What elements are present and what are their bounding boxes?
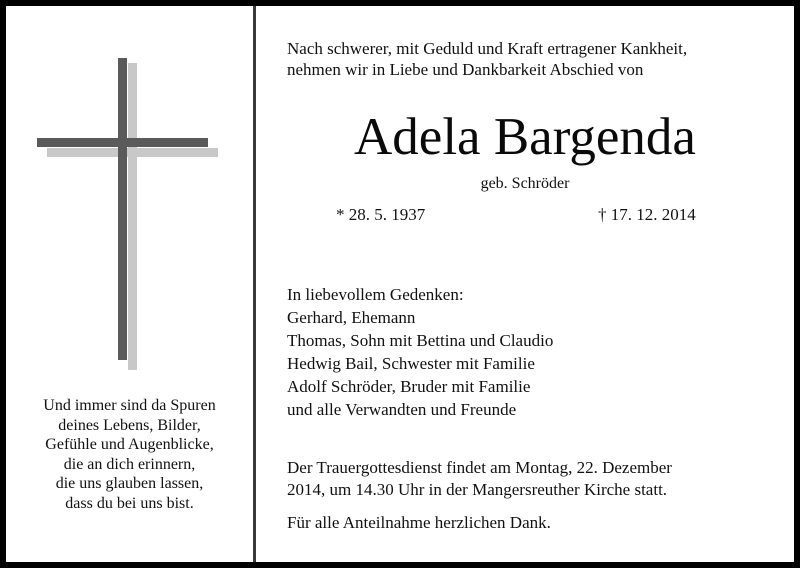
mourner-line: Hedwig Bail, Schwester mit Familie: [287, 354, 535, 373]
cross-shadow-horizontal: [47, 148, 218, 157]
maiden-name: geb. Schröder: [480, 175, 570, 192]
death-date: † 17. 12. 2014: [598, 205, 696, 224]
mourner-line: Gerhard, Ehemann: [287, 308, 416, 327]
cross-vertical-bar: [118, 58, 127, 360]
poem-line: die an dich erinnern,: [63, 455, 196, 473]
mourner-line: und alle Verwandten und Freunde: [287, 400, 517, 419]
funeral-service-info: [287, 457, 672, 500]
poem-line: Gefühle und Augenblicke,: [45, 436, 214, 453]
mourner-line: Thomas, Sohn mit Bettina und Claudio: [287, 331, 554, 350]
birth-date: * 28. 5. 1937: [336, 205, 426, 224]
memorial-poem: [6, 396, 253, 513]
poem-line: die uns glauben lassen,: [55, 475, 204, 492]
mourner-line: Adolf Schröder, Bruder mit Familie: [287, 377, 531, 396]
poem-line: dass du bei uns bist.: [65, 494, 194, 512]
cross-horizontal-bar: [37, 138, 208, 147]
cross-shadow-vertical: [128, 63, 137, 370]
poem-line: Und immer sind da Spuren: [43, 397, 216, 414]
intro-text: [287, 38, 687, 80]
intro-line: nehmen wir in Liebe und Dankbarkeit Abschied von: [287, 60, 644, 79]
intro-line: Nach schwerer, mit Geduld und Kraft ertragener Kankheit,: [287, 39, 688, 58]
mourners-list: [287, 283, 553, 421]
poem-line: deines Lebens, Bilder,: [58, 416, 201, 434]
service-line: Der Trauergottesdienst findet am Montag, 22. Dezember: [287, 458, 672, 477]
mourners-heading: In liebevollem Gedenken:: [287, 285, 464, 304]
service-line: 2014, um 14.30 Uhr in der Mangersreuther Kirche statt.: [287, 479, 668, 499]
deceased-name: Adela Bargenda: [354, 108, 696, 166]
thanks-text: Für alle Anteilnahme herzlichen Dank.: [287, 513, 551, 532]
